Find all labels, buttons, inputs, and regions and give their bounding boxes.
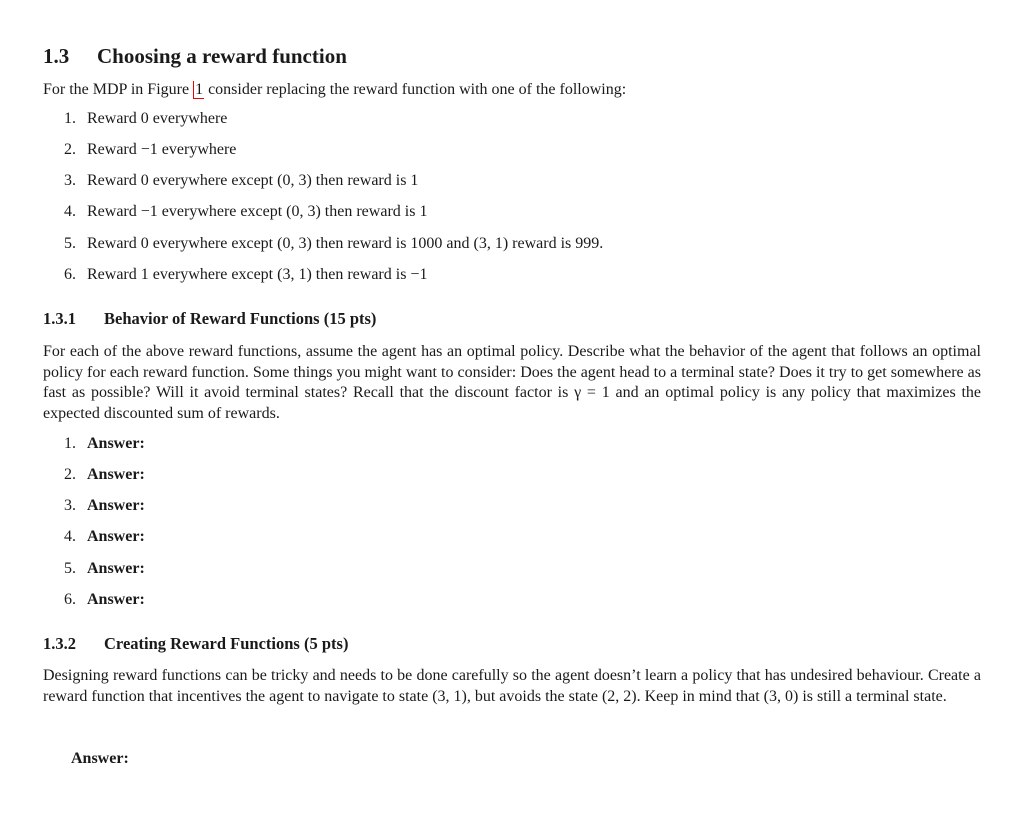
answer-item [64,434,145,454]
item-text: Reward 0 everywhere [87,110,228,127]
item-number: 6. [64,266,76,283]
answer-item [64,590,145,610]
list-item [64,109,227,129]
answer-label: Answer: [87,435,145,452]
item-number: 3. [64,497,76,514]
intro-text: For the MDP in Figure [43,81,194,98]
subsection-body: Designing reward functions can be tricky and needs to be done carefully so the agent doesn’t learn a policy that has undesired behaviour. Create a reward function that incentives the agent to navigate to state (3, 1), but avoids the state (2, 2). Keep in mind that (3, 0) is still a terminal state. [43,667,981,705]
section-title: Choosing a reward function [97,44,347,68]
item-text: Reward −1 everywhere [87,141,237,158]
item-text: Reward −1 everywhere except (0, 3) then reward is 1 [87,203,428,220]
item-text: Reward 0 everywhere except (0, 3) then reward is 1 [87,172,419,189]
subsection-number: 1.3.2 [43,634,76,653]
item-number: 2. [64,141,76,158]
answer-label: Answer: [87,497,145,514]
item-number: 4. [64,528,76,545]
intro-paragraph [43,80,981,101]
list-item [64,171,418,191]
item-number: 4. [64,203,76,220]
item-number: 5. [64,235,76,252]
item-text: Reward 0 everywhere except (0, 3) then reward is 1000 and (3, 1) reward is 999. [87,235,604,252]
item-number: 1. [64,110,76,127]
answer-item [64,496,145,516]
answer-item [64,527,145,547]
subsection-title: Creating Reward Functions (5 pts) [104,634,349,653]
answer-label: Answer: [87,560,145,577]
list-item [64,140,236,160]
subsection-title: Behavior of Reward Functions (15 pts) [104,309,377,328]
answer-label: Answer: [87,528,145,545]
figure-link[interactable]: 1 [195,81,204,98]
intro-text-end: consider replacing the reward function with one of the following: [204,81,627,98]
subsection-body: For each of the above reward functions, assume the agent has an optimal policy. Describe what the behavior of the agent that follows an optimal policy for each reward function. Some things you might want to consider: Does the agent head to a terminal state? Does it try to get somewhere as fast as possible? Will it avoid terminal states? Recall that the discount factor is γ = 1 and an optimal policy is any policy that maximizes the expected discounted sum of rewards. [43,343,981,422]
item-number: 1. [64,435,76,452]
answer-item [64,465,145,485]
subsection-heading [43,309,376,329]
answer-label: Answer: [87,466,145,483]
item-number: 5. [64,560,76,577]
subsection-heading [43,634,348,654]
list-item [64,265,427,285]
answer-label: Answer: [87,591,145,608]
item-number: 3. [64,172,76,189]
item-number: 2. [64,466,76,483]
list-item [64,234,603,254]
subsection-number: 1.3.1 [43,309,76,328]
section-number: 1.3 [43,44,70,68]
item-text: Reward 1 everywhere except (3, 1) then reward is −1 [87,266,428,283]
answer-label: Answer: [71,750,129,767]
answer-item [64,559,145,579]
item-number: 6. [64,591,76,608]
section-heading [43,44,347,69]
list-item [64,202,427,222]
